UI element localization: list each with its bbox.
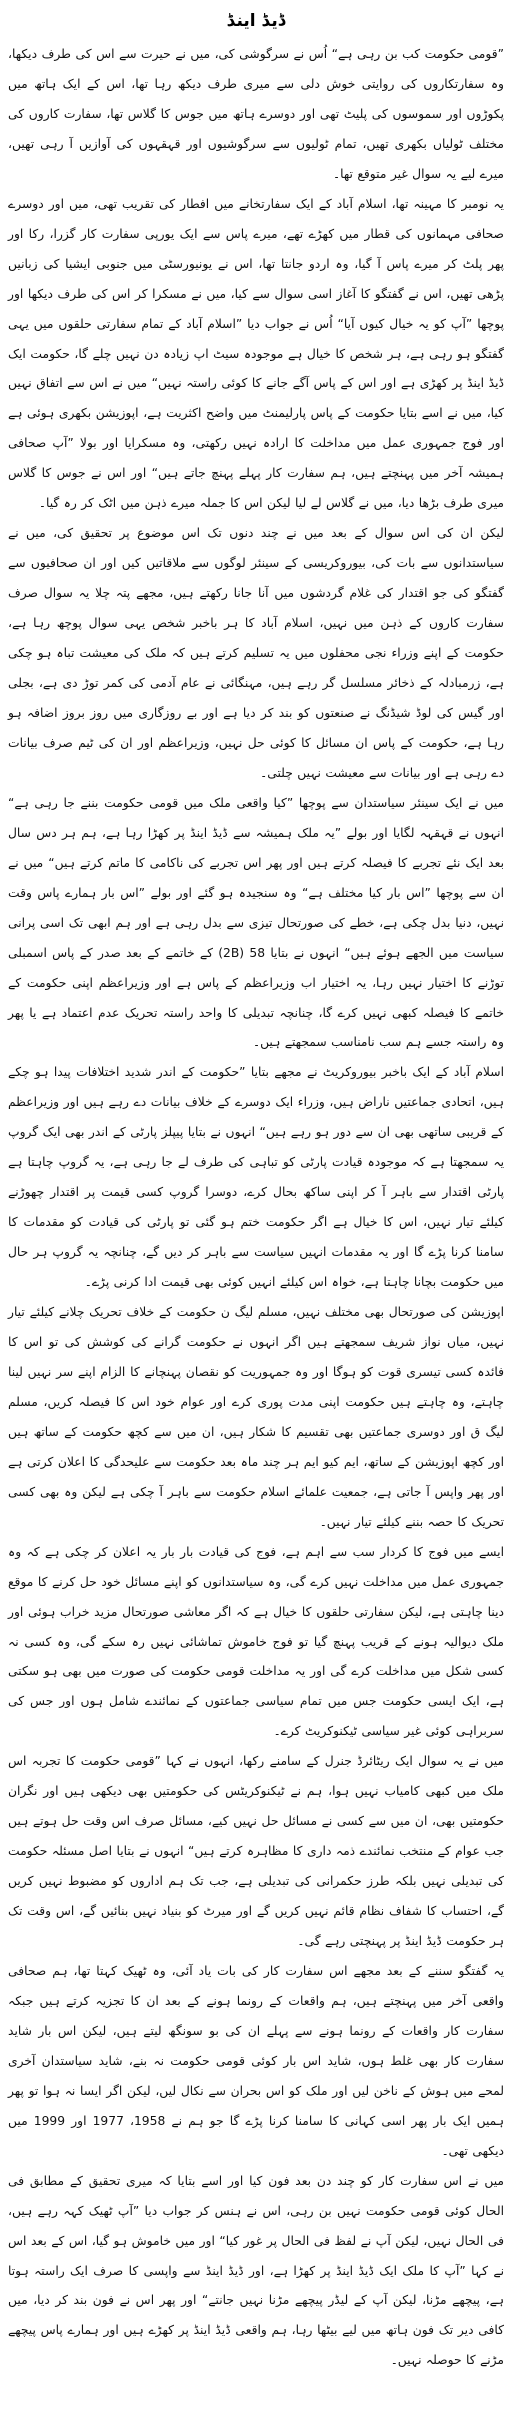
article-paragraph: لیکن ان کی اس سوال کے بعد میں نے چند دنوں تک اس موضوع پر تحقیق کی، میں نے سیاستدانوں سے بات کی، بیوروکریسی کے سینئر لوگوں سے ملاقاتیں کیں اور ان صحافیوں سے گفتگو کی جو اقتدار کی غلام گردشوں میں آنا جانا رکھتے ہیں، مجھے پتہ چلا یہ سوال صرف سفارت کاروں کے ذہن میں نہیں، اسلام آباد کا ہر باخبر شخص یہی سوال پوچھ رہا ہے، حکومت کے اپنے وزراء نجی محفلوں میں یہ تسلیم کرتے ہیں کہ ملک کی معیشت تباہ ہو چکی ہے، زرمبادلہ کے ذخائر مسلسل گر رہے ہیں، مہنگائی نے عام آدمی کی کمر توڑ دی ہے، بجلی اور گیس کی لوڈ شیڈنگ نے صنعتوں کو بند کر دیا ہے اور بے روزگاری میں روز بروز اضافہ ہو رہا ہے، حکومت کے پاس ان مسائل کا کوئی حل نہیں، وزیراعظم اور ان کی ٹیم صرف بیانات دے رہی ہے اور بیانات سے معیشت نہیں چلتی۔	[8, 526, 504, 780]
article-title: ڈیڈ اینڈ	[226, 11, 286, 31]
article-paragraph: ”قومی حکومت کب بن رہی ہے“ اُس نے سرگوشی کی، میں نے حیرت سے اس کی طرف دیکھا، وہ سفارتکاروں کی روایتی خوش دلی سے میری طرف دیکھ رہا تھا، اس کے ایک ہاتھ میں پکوڑوں اور سموسوں کی پلیٹ تھی اور دوسرے ہاتھ میں جوس کا گلاس تھا، سفارت کاروں کی مختلف ٹولیاں بکھری تھیں، تمام ٹولیوں سے سرگوشیوں اور قہقہوں کی آوازیں آ رہی تھیں، میرے لیے یہ سوال غیر متوقع تھا۔	[8, 47, 504, 181]
article-body	[8, 40, 504, 2376]
article-paragraph: یہ نومبر کا مہینہ تھا، اسلام آباد کے ایک سفارتخانے میں افطار کی تقریب تھی، میں اور دوسرے صحافی مہمانوں کی قطار میں کھڑے تھے، میرے پاس سے ایک یورپی سفارت کار گزرا، رکا اور پھر پلٹ کر میرے پاس آ گیا، وہ اردو جانتا تھا، اس نے یونیورسٹی میں جنوبی ایشیا کی زبانیں پڑھی تھیں، اس نے گفتگو کا آغاز اسی سوال سے کیا، میں نے مسکرا کر اس کی طرف دیکھا اور پوچھا ”آپ کو یہ خیال کیوں آیا“ اُس نے جواب دیا ”اسلام آباد کے تمام سفارتی حلقوں میں یہی گفتگو ہو رہی ہے، ہر شخص کا خیال ہے موجودہ سیٹ اپ زیادہ دن نہیں چلے گا، حکومت ایک ڈیڈ اینڈ پر کھڑی ہے اور اس کے پاس آگے جانے کا کوئی راستہ نہیں“ میں نے اس سے اتفاق نہیں کیا، میں نے اسے بتایا حکومت کے پاس پارلیمنٹ میں واضح اکثریت ہے، اپوزیشن بکھری ہوئی ہے اور فوج جمہوری عمل میں مداخلت کا ارادہ نہیں رکھتی، وہ مسکرایا اور بولا ”آپ صحافی ہمیشہ آخر میں پہنچتے ہیں، ہم سفارت کار پہلے پہنچ جاتے ہیں“ اور اس نے جوس کا گلاس میری طرف بڑھا دیا، میں نے گلاس لے لیا لیکن اس کا جملہ میرے ذہن میں اٹک کر رہ گیا۔	[8, 196, 504, 511]
article-paragraph: ایسے میں فوج کا کردار سب سے اہم ہے، فوج کی قیادت بار بار یہ اعلان کر چکی ہے کہ وہ جمہوری عمل میں مداخلت نہیں کرے گی، وہ سیاستدانوں کو اپنے مسائل خود حل کرنے کا موقع دینا چاہتی ہے، لیکن سفارتی حلقوں کا خیال ہے کہ اگر معاشی صورتحال مزید خراب ہوئی اور ملک دیوالیہ ہونے کے قریب پہنچ گیا تو فوج خاموش تماشائی نہیں رہ سکے گی، وہ کسی نہ کسی شکل میں مداخلت کرے گی اور یہ مداخلت قومی حکومت کی صورت میں بھی ہو سکتی ہے، ایک ایسی حکومت جس میں تمام سیاسی جماعتوں کے نمائندے شامل ہوں اور جس کی سربراہی کوئی غیر سیاسی ٹیکنوکریٹ کرے۔	[8, 1544, 504, 1739]
article-paragraph: میں نے اس سفارت کار کو چند دن بعد فون کیا اور اسے بتایا کہ میری تحقیق کے مطابق فی الحال کوئی قومی حکومت نہیں بن رہی، اس نے ہنس کر جواب دیا ”آپ ٹھیک کہہ رہے ہیں، فی الحال نہیں، لیکن آپ نے لفظ فی الحال پر غور کیا“ اور میں خاموش ہو گیا، اس کے بعد اس نے کہا ”آپ کا ملک ایک ڈیڈ اینڈ پر کھڑا ہے، اور ڈیڈ اینڈ سے واپسی کا صرف ایک راستہ ہوتا ہے، پیچھے مڑنا، لیکن آپ کے لیڈر پیچھے مڑنا نہیں جانتے“ اور پھر اس نے فون بند کر دیا، میں کافی دیر تک فون ہاتھ میں لیے بیٹھا رہا، ہم واقعی ڈیڈ اینڈ پر کھڑے ہیں اور ہمارے پاس پیچھے مڑنے کا حوصلہ نہیں۔	[8, 2173, 504, 2368]
article-paragraph: اپوزیشن کی صورتحال بھی مختلف نہیں، مسلم لیگ ن حکومت کے خلاف تحریک چلانے کیلئے تیار نہیں، میاں نواز شریف سمجھتے ہیں اگر انہوں نے حکومت گرانے کی کوشش کی تو اس کا فائدہ کسی تیسری قوت کو ہوگا اور وہ جمہوریت کو نقصان پہنچانے کا الزام اپنے سر نہیں لینا چاہتے، وہ چاہتے ہیں حکومت اپنی مدت پوری کرے اور عوام خود اس کا فیصلہ کریں، مسلم لیگ ق اور دوسری جماعتیں بھی تقسیم کا شکار ہیں، ان میں سے کچھ حکومت کے ساتھ ہیں اور کچھ اپوزیشن کے ساتھ، ایم کیو ایم ہر چند ماہ بعد حکومت سے علیحدگی کا اعلان کرتی ہے اور پھر واپس آ جاتی ہے، جمعیت علمائے اسلام حکومت سے باہر آ چکی ہے لیکن وہ بھی کسی تحریک کا حصہ بننے کیلئے تیار نہیں۔	[8, 1305, 504, 1529]
article-paragraph: یہ گفتگو سننے کے بعد مجھے اس سفارت کار کی بات یاد آئی، وہ ٹھیک کہتا تھا، ہم صحافی واقعی آخر میں پہنچتے ہیں، ہم واقعات کے رونما ہونے کے بعد ان کا تجزیہ کرتے ہیں جبکہ سفارت کار واقعات کے رونما ہونے سے پہلے ان کی بو سونگھ لیتے ہیں، لیکن اس بار شاید سفارت کار بھی غلط ہوں، شاید اس بار کوئی قومی حکومت نہ بنے، شاید سیاستدان آخری لمحے میں ہوش کے ناخن لیں اور ملک کو اس بحران سے نکال لیں، لیکن اگر ایسا نہ ہوا تو پھر ہمیں ایک بار پھر اسی کہانی کا سامنا کرنا پڑے گا جو ہم نے 1958، 1977 اور 1999 میں دیکھی تھی۔	[8, 1964, 504, 2158]
article-paragraph: میں نے یہ سوال ایک ریٹائرڈ جنرل کے سامنے رکھا، انہوں نے کہا ”قومی حکومت کا تجربہ اس ملک میں کبھی کامیاب نہیں ہوا، ہم نے ٹیکنوکریٹس کی حکومتیں بھی دیکھی ہیں اور نگران حکومتیں بھی، ان میں سے کسی نے مسائل حل نہیں کیے، مسائل صرف اس وقت حل ہوتے ہیں جب عوام کے منتخب نمائندے ذمہ داری کا مظاہرہ کرتے ہیں“ انہوں نے بتایا اصل مسئلہ حکومت کی تبدیلی نہیں بلکہ طرز حکمرانی کی تبدیلی ہے، جب تک ہم اداروں کو مضبوط نہیں کریں گے، احتساب کا شفاف نظام قائم نہیں کریں گے اور میرٹ کو بنیاد نہیں بنائیں گے، اس وقت تک ہر حکومت ڈیڈ اینڈ پر پہنچتی رہے گی۔	[8, 1754, 504, 1949]
article-paragraph: میں نے ایک سینئر سیاستدان سے پوچھا ”کیا واقعی ملک میں قومی حکومت بننے جا رہی ہے“ انہوں نے قہقہہ لگایا اور بولے ”یہ ملک ہمیشہ سے ڈیڈ اینڈ پر کھڑا رہا ہے، ہم ہر دس سال بعد ایک نئے تجربے کا فیصلہ کرتے ہیں اور پھر اس تجربے کی ناکامی کا ماتم کرتے ہیں“ میں نے ان سے پوچھا ”اس بار کیا مختلف ہے“ وہ سنجیدہ ہو گئے اور بولے ”اس بار ہمارے پاس وقت نہیں، دنیا بدل چکی ہے، خطے کی صورتحال تیزی سے بدل رہی ہے اور ہم ابھی تک اسی پرانی سیاست میں الجھے ہوئے ہیں“ انہوں نے بتایا 58 (2B) کے خاتمے کے بعد صدر کے پاس اسمبلی توڑنے کا اختیار نہیں رہا، یہ اختیار اب وزیراعظم کے پاس ہے اور وزیراعظم اپنی حکومت کے خاتمے کا فیصلہ کبھی نہیں کرے گا، چنانچہ تبدیلی کا واحد راستہ تحریک عدم اعتماد ہے یا پھر وہ راستہ جسے ہم سب نامناسب سمجھتے ہیں۔	[8, 795, 505, 1050]
article-paragraph: اسلام آباد کے ایک باخبر بیوروکریٹ نے مجھے بتایا ”حکومت کے اندر شدید اختلافات پیدا ہو چکے ہیں، اتحادی جماعتیں ناراض ہیں، وزراء ایک دوسرے کے خلاف بیانات دے رہے ہیں اور وزیراعظم کے قریبی ساتھی بھی ان سے دور ہو رہے ہیں“ انہوں نے بتایا پیپلز پارٹی کے اندر بھی ایک گروپ یہ سمجھتا ہے کہ موجودہ قیادت پارٹی کو تباہی کی طرف لے جا رہی ہے، یہ گروپ چاہتا ہے پارٹی اقتدار سے باہر آ کر اپنی ساکھ بحال کرے، دوسرا گروپ کسی قیمت پر اقتدار چھوڑنے کیلئے تیار نہیں، اس کا خیال ہے اگر حکومت ختم ہو گئی تو پارٹی کی قیادت کو مقدمات کا سامنا کرنا پڑے گا اور یہ مقدمات انہیں سیاست سے باہر کر دیں گے، چنانچہ یہ گروپ ہر حال میں حکومت بچانا چاہتا ہے، خواہ اس کیلئے انہیں کوئی بھی قیمت ادا کرنی پڑے۔	[8, 1065, 504, 1290]
